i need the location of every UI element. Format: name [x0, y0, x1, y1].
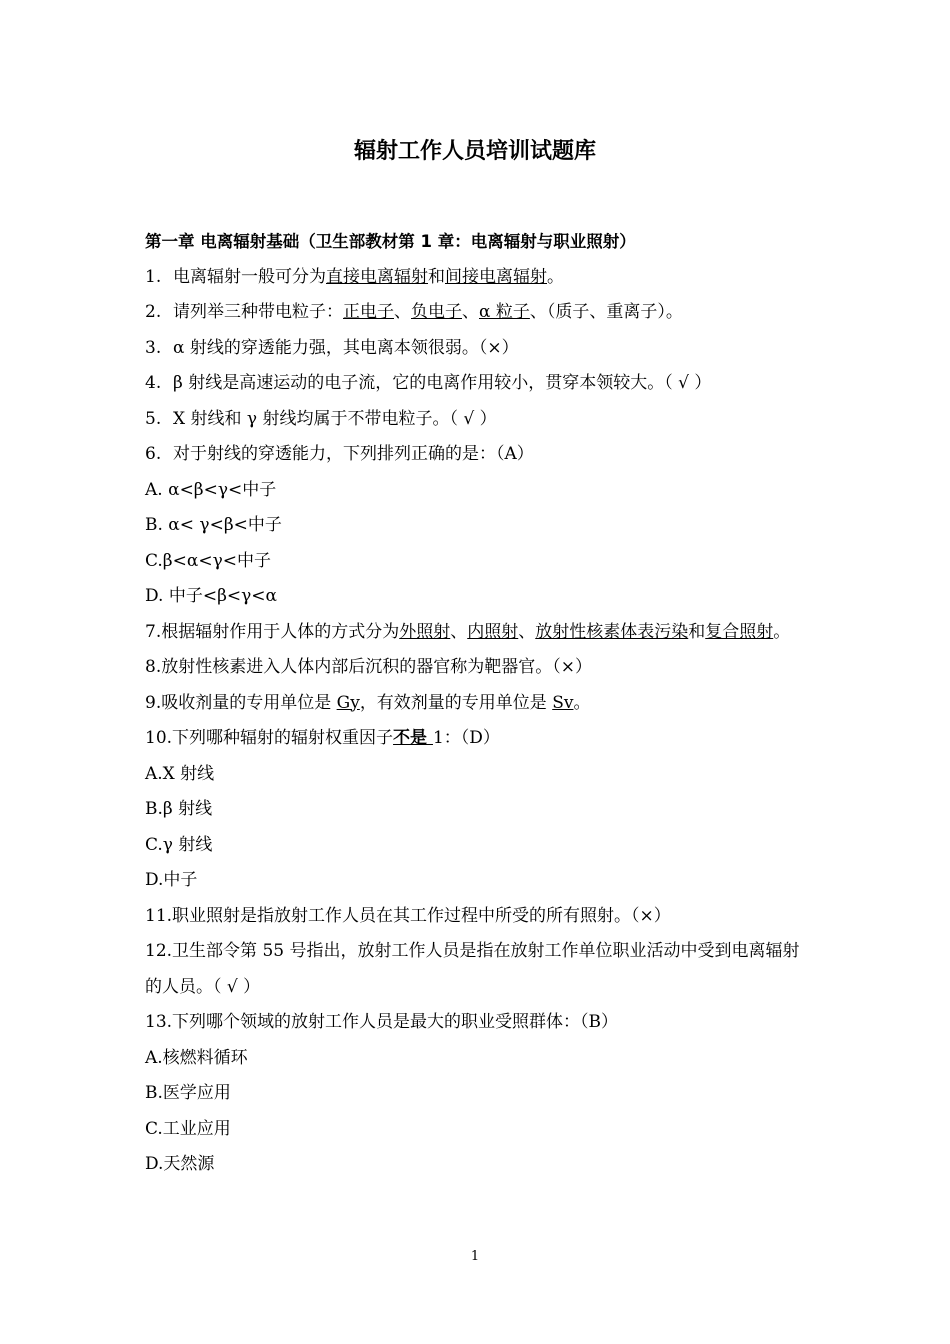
question-12: 12.卫生部令第 55 号指出，放射工作人员是指在放射工作单位职业活动中受到电离辐射的人员。（ √ ）: [145, 941, 800, 997]
question-text: β 射线是高速运动的电子流，它的电离作用较小，贯穿本领较大。（ √ ）: [173, 373, 712, 393]
question-6: [145, 437, 810, 473]
option-d: D.中子: [145, 870, 198, 890]
document-title: 辐射工作人员培训试题库: [353, 139, 596, 164]
option-c: C.γ 射线: [145, 834, 213, 855]
question-list: [145, 224, 810, 1183]
answer-blank: 负电子: [411, 302, 462, 322]
answer-blank: 内照射: [467, 621, 519, 642]
answer-blank: 间接电离辐射: [445, 266, 547, 287]
emphasis-text: 不是: [393, 728, 433, 748]
answer-blank: Sv: [552, 692, 574, 713]
answer-blank: 放射性核素体表污染: [535, 621, 689, 642]
question-10: 10.下列哪种辐射的辐射权重因子不是 1：（D）: [145, 728, 500, 748]
question-2: 2. 请列举三种带电粒子：正电子、负电子、α 粒子、（质子、重离子）。: [145, 295, 810, 331]
option-d: D. 中子<β<γ<α: [145, 586, 278, 606]
question-1: 1. 电离辐射一般可分为直接电离辐射和间接电离辐射。: [145, 260, 810, 296]
question-11: 11.职业照射是指放射工作人员在其工作过程中所受的所有照射。（×）: [145, 905, 671, 926]
page-number: 1: [470, 1249, 480, 1264]
option-b: B.β 射线: [145, 799, 213, 819]
question-number: 5.: [145, 408, 162, 429]
option-a: A.X 射线: [145, 763, 215, 784]
question-text: X 射线和 γ 射线均属于不带电粒子。（ √ ）: [173, 408, 497, 429]
question-5: [145, 402, 810, 438]
answer-blank: 复合照射: [705, 621, 774, 642]
question-text: α 射线的穿透能力强，其电离本领很弱。（×）: [173, 337, 519, 358]
option-b: B.医学应用: [145, 1083, 231, 1103]
question-text: 对于射线的穿透能力，下列排列正确的是：（A）: [173, 444, 534, 464]
option-a: A. α<β<γ<中子: [145, 479, 277, 500]
question-3: [145, 331, 810, 367]
option-a: A.核燃料循环: [145, 1047, 248, 1068]
answer-blank: α 粒子: [479, 302, 530, 322]
answer-blank: 直接电离辐射: [326, 266, 428, 287]
question-number: 4.: [145, 373, 162, 393]
answer-blank: Gy: [336, 692, 360, 713]
option-c: C.工业应用: [145, 1118, 231, 1139]
answer-blank: 外照射: [399, 621, 451, 642]
chapter-heading: 第一章 电离辐射基础（卫生部教材第 1 章：电离辐射与职业照射）: [145, 232, 636, 251]
option-c: C.β<α<γ<中子: [145, 550, 272, 571]
question-number: 6.: [145, 444, 162, 464]
option-b: B. α< γ<β<中子: [145, 515, 282, 535]
question-13: 13.下列哪个领域的放射工作人员是最大的职业受照群体：（B）: [145, 1012, 619, 1032]
question-7: 7.根据辐射作用于人体的方式分为外照射、内照射、放射性核素体表污染和复合照射。: [145, 621, 791, 642]
option-d: D.天然源: [145, 1154, 215, 1174]
question-9: 9.吸收剂量的专用单位是 Gy，有效剂量的专用单位是 Sv。: [145, 692, 591, 713]
question-4: [145, 366, 810, 402]
question-number: 1.: [145, 266, 162, 287]
question-number: 2.: [145, 302, 162, 322]
question-number: 3.: [145, 337, 162, 358]
question-8: 8.放射性核素进入人体内部后沉积的器官称为靶器官。（×）: [145, 657, 592, 677]
answer-blank: 正电子: [343, 302, 394, 322]
